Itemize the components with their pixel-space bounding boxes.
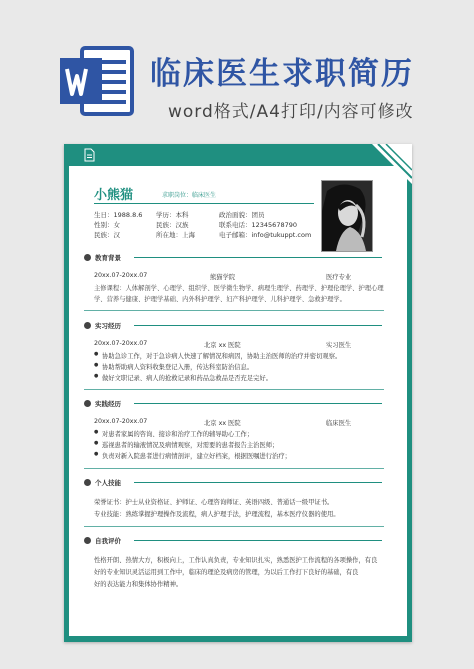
info-education: 学历：本科 (156, 211, 189, 219)
profile-photo (321, 180, 373, 252)
practice-role: 临床医生 (326, 420, 352, 427)
info-email: 电子邮箱：info@tukuppt.com (219, 231, 312, 239)
section-skills-title: 个人技能 (95, 479, 121, 487)
section-divider (134, 403, 382, 404)
section-divider (134, 540, 382, 541)
section-separator (84, 389, 384, 390)
info-ethnic: 民族：汉 (94, 231, 120, 239)
section-education-title: 教育背景 (95, 254, 121, 262)
skills-certificates: 荣誉证书：护士从业资格证、护师证、心理咨询师证、英语四级、普通话一级甲证书。 (94, 499, 334, 506)
evaluation-line-3: 好的表达能力和集体协作精神。 (94, 581, 183, 588)
word-icon (60, 42, 136, 120)
document-icon (84, 148, 95, 162)
section-practice-title: 实践经历 (95, 400, 121, 408)
info-gender: 性别：女 (94, 221, 120, 229)
section-practice-header (84, 398, 384, 410)
info-nation: 民族：汉族 (156, 221, 189, 229)
section-separator (84, 526, 384, 527)
internship-period: 20xx.07-20xx.07 (94, 340, 148, 347)
education-courses-line-1: 主修课程：人体解剖学、心理学、组织学、医学微生物学、病理生理学、药理学、护理伦理学、护理心理 (94, 285, 384, 292)
evaluation-bullet-icon (84, 537, 91, 544)
education-courses-line-2: 学、营养与健康、护理学基础、内外科护理学、妇产科护理学、儿科护理学、急救护理学。 (94, 296, 346, 303)
info-politics: 政治面貌：团员 (219, 211, 265, 219)
skills-bullet-icon (84, 479, 91, 486)
skills-professional: 专业技能：熟练掌握护理操作及流程，病人护理手法，护理流程，基本医疗仪器的使用。 (94, 511, 340, 518)
practice-bullet-icon (84, 400, 91, 407)
education-bullet-icon (84, 254, 91, 261)
education-period: 20xx.07-20xx.07 (94, 272, 148, 279)
internship-place: 北京 xx 医院 (204, 342, 241, 349)
internship-role: 实习医生 (326, 342, 352, 349)
practice-item: ● 负责对新入院患者进行病情剖评，建立好档案，根据医嘱进行治疗； (102, 451, 291, 460)
bottom-accent-bar (64, 636, 412, 642)
left-accent-bar (64, 144, 69, 642)
job-post: 求职岗位：临床医生 (162, 192, 217, 199)
internship-bullet-icon (84, 322, 91, 329)
right-accent-bar (407, 144, 412, 642)
banner-subtitle: word格式/A4打印/内容可修改 (168, 102, 414, 122)
resume-page (64, 144, 412, 642)
education-school: 熊猫学院 (210, 274, 236, 281)
corner-fold-icon (372, 144, 412, 184)
section-internship-title: 实习经历 (95, 322, 121, 330)
practice-period: 20xx.07-20xx.07 (94, 418, 148, 425)
practice-place: 北京 xx 医院 (204, 420, 241, 427)
section-divider (134, 257, 382, 258)
evaluation-line-2: 好的专业知识灵活运用到工作中，临床的理论及病房的管理，为以后工作打下良好的基础，有良 (94, 569, 359, 576)
section-education-header (84, 252, 384, 264)
candidate-name: 小熊猫 (94, 188, 134, 203)
section-divider (134, 325, 382, 326)
info-phone: 联系电话：12345678790 (219, 221, 297, 229)
section-evaluation-header (84, 535, 384, 547)
internship-item: ● 协助帮助病人资料收集登记入册，传达科室防治信息。 (102, 362, 253, 371)
education-major: 医疗专业 (326, 274, 352, 281)
banner-title: 临床医生求职简历 (150, 56, 414, 92)
practice-item: ● 巡视患者的输液情况及病情观察，对需要的患者报告主治医师； (102, 440, 278, 449)
practice-item: ● 对患者家属的咨询、接诊和治疗工作的辅导助心工作； (102, 429, 253, 438)
section-separator (84, 310, 384, 311)
section-skills-header (84, 477, 384, 489)
section-separator (84, 468, 384, 469)
top-accent-bar (64, 144, 412, 166)
section-divider (134, 482, 382, 483)
evaluation-line-1: 性格开朗、热情大方，积极向上，工作认真负责，专业知识扎实，熟悉医护工作流程的各项操作，有良 (94, 557, 378, 564)
internship-item: ● 做好文职记录、病人的抢救记录和药品急救品是否充足完好。 (102, 373, 272, 382)
name-divider (94, 203, 314, 204)
internship-item: ● 协助急诊工作，对于急诊病人快速了解情况和病因，协助主治医师的治疗并密切观察。 (102, 351, 341, 360)
section-evaluation-title: 自我评价 (95, 537, 121, 545)
banner (0, 0, 474, 140)
info-birth: 生日：1988.8.6 (94, 211, 143, 219)
info-location: 所在地：上海 (156, 231, 195, 239)
section-internship-header (84, 320, 384, 332)
